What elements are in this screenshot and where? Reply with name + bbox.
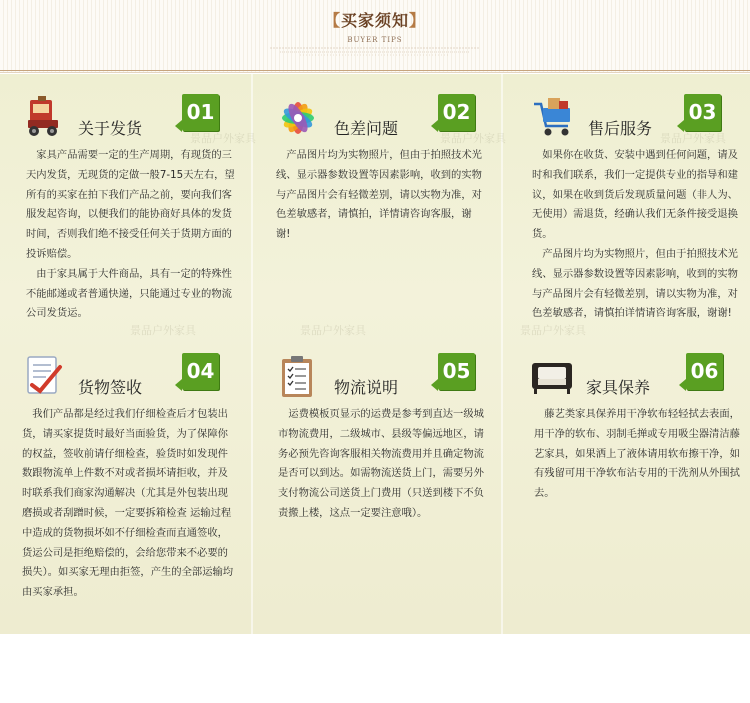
section-number-badge: 02 xyxy=(438,94,475,131)
section-number-badge: 04 xyxy=(182,353,219,390)
page-title xyxy=(0,8,750,31)
column-divider xyxy=(501,74,503,634)
section-body xyxy=(278,405,484,524)
watermark: 景品户外家具 xyxy=(440,132,506,145)
watermark: 景品户外家具 xyxy=(520,324,586,337)
watermark: 景品户外家具 xyxy=(190,132,256,145)
section-body xyxy=(534,405,740,504)
section-paragraph: 产品图片均为实物照片，但由于拍照技术光线、显示器参数设置等因素影响，收到的实物与产品图片会有轻微差别，请以实物为准，对色差敏感者，请慎拍详情请咨询客服，谢谢! xyxy=(532,247,738,320)
section-paragraph: 产品图片均为实物照片，但由于拍照技术光线、显示器参数设置等因素影响，收到的实物与产品图片会有轻微差别，请以实物为准，对色差敏感者，请慎拍，详情请咨询客服，谢谢! xyxy=(276,149,482,241)
title-bracket-left: 【 xyxy=(323,11,341,30)
section-title: 货物签收 xyxy=(78,378,143,397)
section-body xyxy=(532,146,738,324)
section-title: 物流说明 xyxy=(334,378,399,397)
page-subtitle: BUYER TIPS xyxy=(347,36,403,44)
clipboard-checklist-icon xyxy=(276,355,320,399)
section-title: 家具保养 xyxy=(586,378,651,397)
column-divider xyxy=(251,74,253,634)
section-title: 售后服务 xyxy=(588,119,653,138)
section-title: 色差问题 xyxy=(334,119,399,138)
section-title: 关于发货 xyxy=(78,119,143,138)
section-number-badge: 06 xyxy=(686,353,723,390)
watermark: 景品户外家具 xyxy=(300,324,366,337)
section-body xyxy=(22,405,236,603)
title-bracket-right: 】 xyxy=(409,11,427,30)
section-paragraph: 我们产品都是经过我们仔细检查后才包装出货，请买家提货时最好当面验货，为了保障你的权益，签收前请仔细检查，验货时如发现件数跟物流单上件数不对或者损坏请拒收，并及时联系我们商家沟通解决（尤其是外包装出现磨损或者刮蹭时候，一定要拆箱检查 运输过程中造成的货物损坏如不仔细检查而直通签收，货运公司是拒绝赔偿的，会给您带来不必要的损失）。如买家无理由拒签，产生的全部运输均由买家承担。 xyxy=(22,408,234,599)
rattan-sofa-icon xyxy=(530,355,574,399)
header-ornament xyxy=(270,45,480,57)
section-paragraph: 如果你在收货、安装中遇到任何问题，请及时和我们联系，我们一定提供专业的指导和建议，如果在收到货后发现质量问题（非人为、无使用）需退货，经确认我们无条件接受退换货。 xyxy=(532,149,738,241)
color-wheel-icon xyxy=(276,96,320,140)
section-paragraph: 运费模板页显示的运费是参考到直达一级城市物流费用，二级城市、县级等偏远地区，请务必预先咨询客服相关物流费用并且确定物流是否可以到达。如需物流送货上门，需要另外支付物流公司送货上门费用（只送到楼下不负责搬上楼，这点一定要注意哦）。 xyxy=(278,408,484,519)
watermark: 景品户外家具 xyxy=(660,132,726,145)
watermark: 景品户外家具 xyxy=(130,324,196,337)
section-body xyxy=(26,146,236,324)
signed-form-icon xyxy=(22,355,66,399)
section-number-badge: 03 xyxy=(684,94,721,131)
header-divider xyxy=(0,70,750,71)
buyer-tips-header xyxy=(0,0,750,72)
header-divider-2 xyxy=(0,72,750,73)
title-text: 买家须知 xyxy=(340,11,409,30)
section-paragraph: 藤艺类家具保养用干净软布轻轻拭去表面，用干净的软布、羽制毛掸或专用吸尘器清洁藤艺家具，如果洒上了液体请用软布擦干净，如有残留可用干净软布沾专用的干洗剂从外围拭去。 xyxy=(534,408,740,500)
delivery-truck-icon xyxy=(22,96,66,140)
section-number-badge: 05 xyxy=(438,353,475,390)
shopping-cart-icon xyxy=(532,96,576,140)
section-number-badge: 01 xyxy=(182,94,219,131)
section-body xyxy=(276,146,486,245)
section-paragraph: 家具产品需要一定的生产周期，有现货的三天内发货，无现货的定做一般7-15天左右，望所有的买家在拍下我们产品之前，要向我们客服发起咨询，以便我们的能协商好具体的发货时间，否则我们绝不接受任何关于货期方面的投诉赔偿。 xyxy=(26,149,235,260)
section-paragraph: 由于家具属于大件商品，具有一定的特殊性不能邮递或者普通快递，只能通过专业的物流公司发货运。 xyxy=(26,267,232,320)
